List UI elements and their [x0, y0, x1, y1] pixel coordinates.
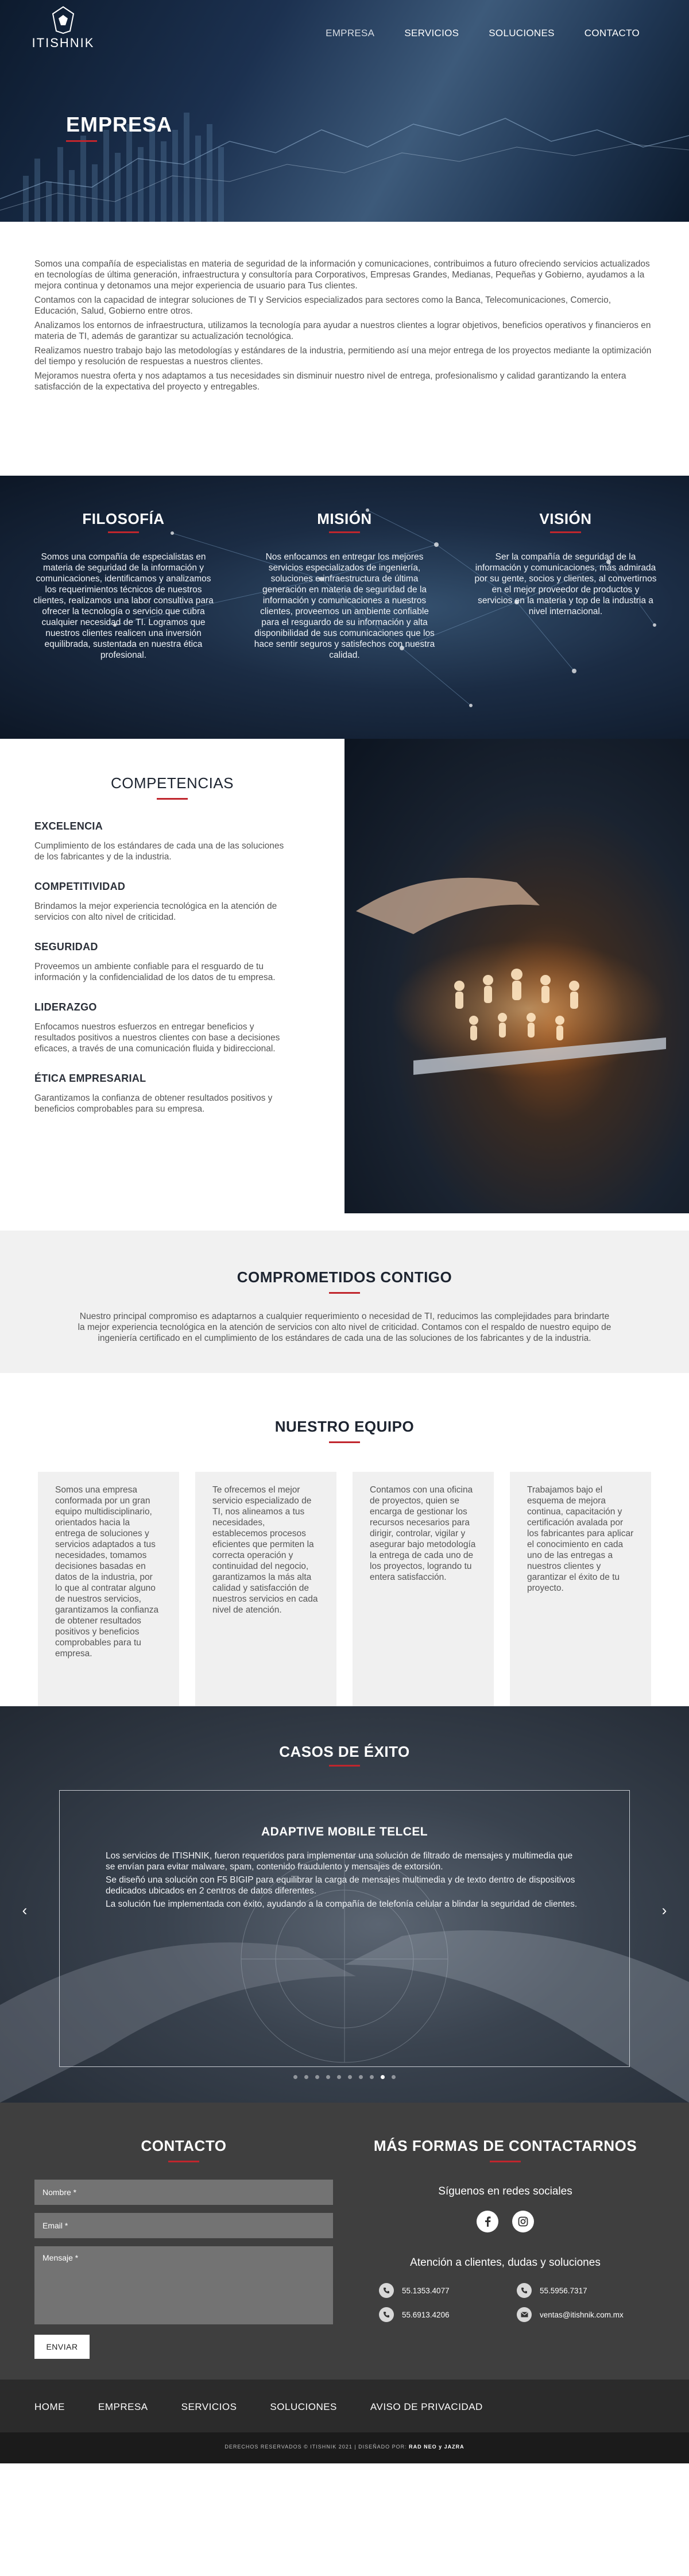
equipo-card — [353, 1472, 494, 1709]
message-input[interactable] — [34, 2246, 333, 2324]
slider-dot[interactable] — [315, 2075, 319, 2079]
intro-paragraph: Mejoramos nuestra oferta y nos adaptamos a tus necesidades sin disminuir nuestro nivel de entrega, profesionalismo y calidad garantizando la entera satisfacción de la expectativa del proyecto y entregables. — [34, 371, 626, 392]
facebook-icon[interactable] — [477, 2211, 498, 2232]
competencias-section — [0, 739, 689, 1213]
footer — [0, 2380, 689, 2432]
slider-dot[interactable] — [293, 2075, 297, 2079]
competencia-text: Proveemos un ambiente confiable para el resguardo de tu información y la confidencialidad de los datos de tu empresa. — [34, 962, 276, 982]
phone-item[interactable] — [517, 2283, 632, 2298]
footer-link-soluciones[interactable]: SOLUCIONES — [270, 2401, 337, 2412]
competencia-title: SEGURIDAD — [34, 941, 98, 952]
copyright-bar — [0, 2432, 689, 2463]
case-paragraph: La solución fue implementada con éxito, ayudando a la compañía de telefonía celular a blindar la seguridad de clientes. — [106, 1899, 578, 1909]
slider-dot[interactable] — [337, 2075, 341, 2079]
mision-column — [253, 510, 436, 661]
competencia-text: Brindamos la mejor experiencia tecnológica en la atención de servicios con alto nivel de criticidad. — [34, 901, 277, 922]
title-underline — [329, 1441, 360, 1443]
title-underline — [157, 798, 188, 800]
title-underline — [329, 1292, 360, 1294]
social-label: Síguenos en redes sociales — [438, 2185, 572, 2197]
phone-item[interactable] — [379, 2283, 494, 2298]
equipo-card-text: Somos una empresa conformada por un gran equipo multidisciplinario, orientados hacia la entrega de soluciones y servicios adaptados a tus necesidades, tomamos decisiones basadas en datos de la industria, por lo que al contratar alguno de nuestros servicios, garantizamos la confianza de obtener resultados positivos y beneficios comprobables para tu empresa. — [55, 1485, 159, 1659]
intro-section — [0, 222, 689, 476]
slider-dot[interactable] — [392, 2075, 396, 2079]
competencia-item — [34, 881, 310, 923]
slider-dot[interactable] — [326, 2075, 330, 2079]
competencia-item — [34, 1001, 310, 1054]
mision-title: MISIÓN — [317, 510, 372, 527]
hand-people-illustration — [344, 739, 689, 1213]
casos-exito-section — [0, 1706, 689, 2103]
more-contact-info — [356, 2137, 655, 2322]
contact-section — [0, 2103, 689, 2380]
comprometidos-title: COMPROMETIDOS CONTIGO — [237, 1268, 452, 1286]
slider-dot[interactable] — [370, 2075, 374, 2079]
equipo-card-text: Te ofrecemos el mejor servicio especializado de TI, nos alineamos a tus necesidades, establecemos procesos eficientes que permiten la correcta operación y continuidad del negocio, garantizamos la más alta calidad y satisfacción de nuestros servicios en cada nivel de atención. — [212, 1485, 318, 1615]
footer-link-servicios[interactable]: SERVICIOS — [181, 2401, 237, 2412]
intro-paragraph: Realizamos nuestro trabajo bajo las metodologías y estándares de la industria, permitiendo así una mejor entrega de los proyectos mediante la optimización del tiempo y resolución de respuestas a nuestros clientes. — [34, 346, 652, 367]
title-underline — [66, 140, 97, 142]
top-navigation — [0, 0, 689, 63]
slider-dots — [0, 2075, 689, 2079]
equipo-card-text: Contamos con una oficina de proyectos, quien se encarga de gestionar los recursos necesarios para dirigir, controlar, vigilar y asegurar bajo metodología la entrega de cada uno de los proyectos, logrando tu entera satisfacción. — [370, 1485, 476, 1582]
equipo-card — [510, 1472, 651, 1709]
filosofia-column — [32, 510, 215, 661]
vision-title: VISIÓN — [539, 510, 592, 527]
comprometidos-section — [0, 1231, 689, 1373]
slider-dot[interactable] — [359, 2075, 363, 2079]
nav-servicios[interactable]: SERVICIOS — [404, 28, 459, 38]
equipo-card — [195, 1472, 336, 1709]
competencia-text: Cumplimiento de los estándares de cada una de las soluciones de los fabricantes y de la industria. — [34, 841, 284, 862]
page-title: EMPRESA — [66, 113, 173, 136]
intro-paragraph: Analizamos los entornos de infraestructura, utilizamos la tecnología para ayudar a nuestros clientes a lograr objetivos, beneficios operativos y financieros en materia de TI, además de garantizar su actualización tecnológica. — [34, 321, 651, 341]
logo[interactable] — [29, 6, 98, 51]
phone-item[interactable] — [379, 2307, 494, 2322]
email-item[interactable] — [517, 2307, 632, 2322]
phone-icon — [517, 2283, 532, 2298]
title-underline — [490, 2161, 521, 2162]
competencias-list — [0, 739, 344, 1213]
copyright-text: DERECHOS RESERVADOS © ITISHNIK 2021 | DISEÑADO POR: — [224, 2444, 407, 2450]
case-paragraph: Se diseñó una solución con F5 BIGIP para equilibrar la carga de mensajes multimedia y de texto dentro de dispositivos dedicados ubicados en 2 centros de datos diferentes. — [106, 1875, 575, 1896]
title-underline — [550, 531, 581, 533]
nav-contacto[interactable]: CONTACTO — [584, 28, 640, 38]
case-slide — [59, 1790, 630, 2067]
equipo-card — [38, 1472, 179, 1709]
phone-number: 55.1353.4077 — [402, 2286, 450, 2295]
mail-icon — [517, 2307, 532, 2322]
contact-list — [379, 2283, 632, 2322]
footer-nav — [34, 2401, 483, 2413]
competencia-item — [34, 941, 310, 983]
competencias-image — [344, 739, 689, 1213]
philosophy-section — [0, 476, 689, 739]
name-input[interactable] — [34, 2180, 333, 2205]
footer-link-aviso-privacidad[interactable]: AVISO DE PRIVACIDAD — [370, 2401, 483, 2412]
hero-banner — [0, 0, 689, 222]
phone-icon — [379, 2283, 394, 2298]
equipo-card-text: Trabajamos bajo el esquema de mejora continua, capacitación y certificación avalada por los fabricantes para aplicar el conocimiento en cada uno de las entregas a nuestros clientes y garantizar el éxito de tu proyecto. — [527, 1485, 634, 1593]
phone-number: 55.6913.4206 — [402, 2310, 450, 2319]
vision-column — [474, 510, 657, 661]
slider-dot[interactable] — [304, 2075, 308, 2079]
title-underline — [108, 531, 139, 533]
slider-prev-arrow-icon[interactable]: ‹ — [22, 1902, 28, 1919]
title-underline — [329, 531, 360, 533]
email-address: ventas@itishnik.com.mx — [540, 2310, 624, 2319]
equipo-title: NUESTRO EQUIPO — [274, 1418, 415, 1435]
nav-empresa[interactable]: EMPRESA — [326, 28, 375, 38]
filosofia-text: Somos una compañía de especialistas en materia de seguridad de la información y comunicaciones, identificamos y analizamos los requerimientos técnicos de nuestros clientes, realizamos una labor consultiva para ofrecer la tecnología o servicio que cubra cualquier necesidad de TI. Logramos que nuestros clientes realicen una inversión equilibrada, sustentada en nuestra ética profesional. — [33, 552, 214, 660]
equipo-section — [0, 1373, 689, 1706]
competencia-text: Enfocamos nuestros esfuerzos en entregar beneficios y resultados positivos a nuestros clientes con base a decisiones eficaces, a través de una comunicación fluida y bidireccional. — [34, 1022, 280, 1054]
competencia-text: Garantizamos la confianza de obtener resultados positivos y beneficios comprobables para su empresa. — [34, 1093, 273, 1114]
intro-paragraph: Somos una compañía de especialistas en materia de seguridad de la información y comunicaciones, contribuimos a futuro ofreciendo servicios actualizados en tecnologías de última generación, infraestructura y consultoría para Corporativos, Empresas Grandes, Medianas, Pequeñas y Gobierno, ayudamos a la mejora continua y detonamos una mejor experiencia de usuario para Tus clientes. — [34, 259, 650, 291]
competencias-title: COMPETENCIAS — [110, 774, 234, 792]
designer-credit[interactable]: RAD NEO y JAZRA — [409, 2444, 465, 2450]
footer-link-empresa[interactable]: EMPRESA — [98, 2401, 148, 2412]
slider-dot[interactable] — [348, 2075, 352, 2079]
title-underline — [168, 2161, 199, 2162]
social-links — [356, 2211, 655, 2232]
logo-text: ITISHNIK — [32, 36, 95, 50]
title-underline — [329, 1765, 360, 1767]
mision-text: Nos enfocamos en entregar los mejores servicios especializados de ingeniería, soluciones e infraestructura de última generación en materia de seguridad de la información y comunicaciones a nuestros clientes, proveemos un ambiente confiable para el resguardo de su información y alta disponibilidad de sus comunicaciones que los hace sentir seguros y satisfechos con nuestra calidad. — [254, 552, 435, 660]
footer-link-home[interactable]: HOME — [34, 2401, 65, 2412]
submit-button[interactable]: ENVIAR — [34, 2335, 90, 2359]
competencia-title: EXCELENCIA — [34, 820, 103, 832]
main-nav — [311, 28, 655, 39]
more-contact-title: MÁS FORMAS DE CONTACTARNOS — [373, 2137, 637, 2154]
slider-dot[interactable] — [381, 2075, 385, 2079]
competencia-item — [34, 1073, 310, 1115]
phone-number: 55.5956.7317 — [540, 2286, 587, 2295]
slider-next-arrow-icon[interactable]: › — [661, 1902, 667, 1919]
contact-form — [34, 2137, 333, 2359]
instagram-icon[interactable] — [512, 2211, 534, 2232]
casos-title: CASOS DE ÉXITO — [279, 1743, 410, 1760]
competencia-item — [34, 820, 310, 862]
phone-icon — [379, 2307, 394, 2322]
vision-text: Ser la compañía de seguridad de la información y comunicaciones, más admirada por su gente, socios y clientes, al convertirnos en el mejor proveedor de productos y servicios en la materia y top de la industria a nivel internacional. — [474, 552, 657, 616]
case-paragraph: Los servicios de ITISHNIK, fueron requeridos para implementar una solución de filtrado de mensajes y multimedia que se envían para evitar malware, spam, contenido fraudulento y mensajes de extorsión. — [106, 1851, 573, 1872]
competencia-title: COMPETITIVIDAD — [34, 881, 126, 892]
competencia-title: ÉTICA EMPRESARIAL — [34, 1073, 146, 1084]
nav-soluciones[interactable]: SOLUCIONES — [489, 28, 555, 38]
intro-paragraph: Contamos con la capacidad de integrar soluciones de TI y Servicios especializados para sectores como la Banca, Telecomunicaciones, Comercio, Educación, Salud, Gobierno entre otros. — [34, 295, 611, 316]
logo-icon — [51, 6, 76, 34]
email-input[interactable] — [34, 2213, 333, 2238]
comprometidos-text: Nuestro principal compromiso es adaptarnos a cualquier requerimiento o necesidad de TI, reducimos las complejidades para brindarte la mejor experiencia tecnológica en la atención de servicios con alto nivel de criticidad. Contamos con el respaldo de nuestro equipo de ingeniería certificado en el cumplimiento de los estándares de cada una de las soluciones de los fabricantes y de la industria. — [78, 1312, 611, 1343]
philosophy-columns — [32, 510, 657, 661]
support-label: Atención a clientes, dudas y soluciones — [410, 2257, 601, 2269]
competencia-title: LIDERAZGO — [34, 1001, 97, 1013]
filosofia-title: FILOSOFÍA — [82, 510, 165, 527]
contact-title: CONTACTO — [141, 2137, 227, 2154]
equipo-cards — [0, 1472, 689, 1709]
case-title: ADAPTIVE MOBILE TELCEL — [261, 1825, 428, 1838]
